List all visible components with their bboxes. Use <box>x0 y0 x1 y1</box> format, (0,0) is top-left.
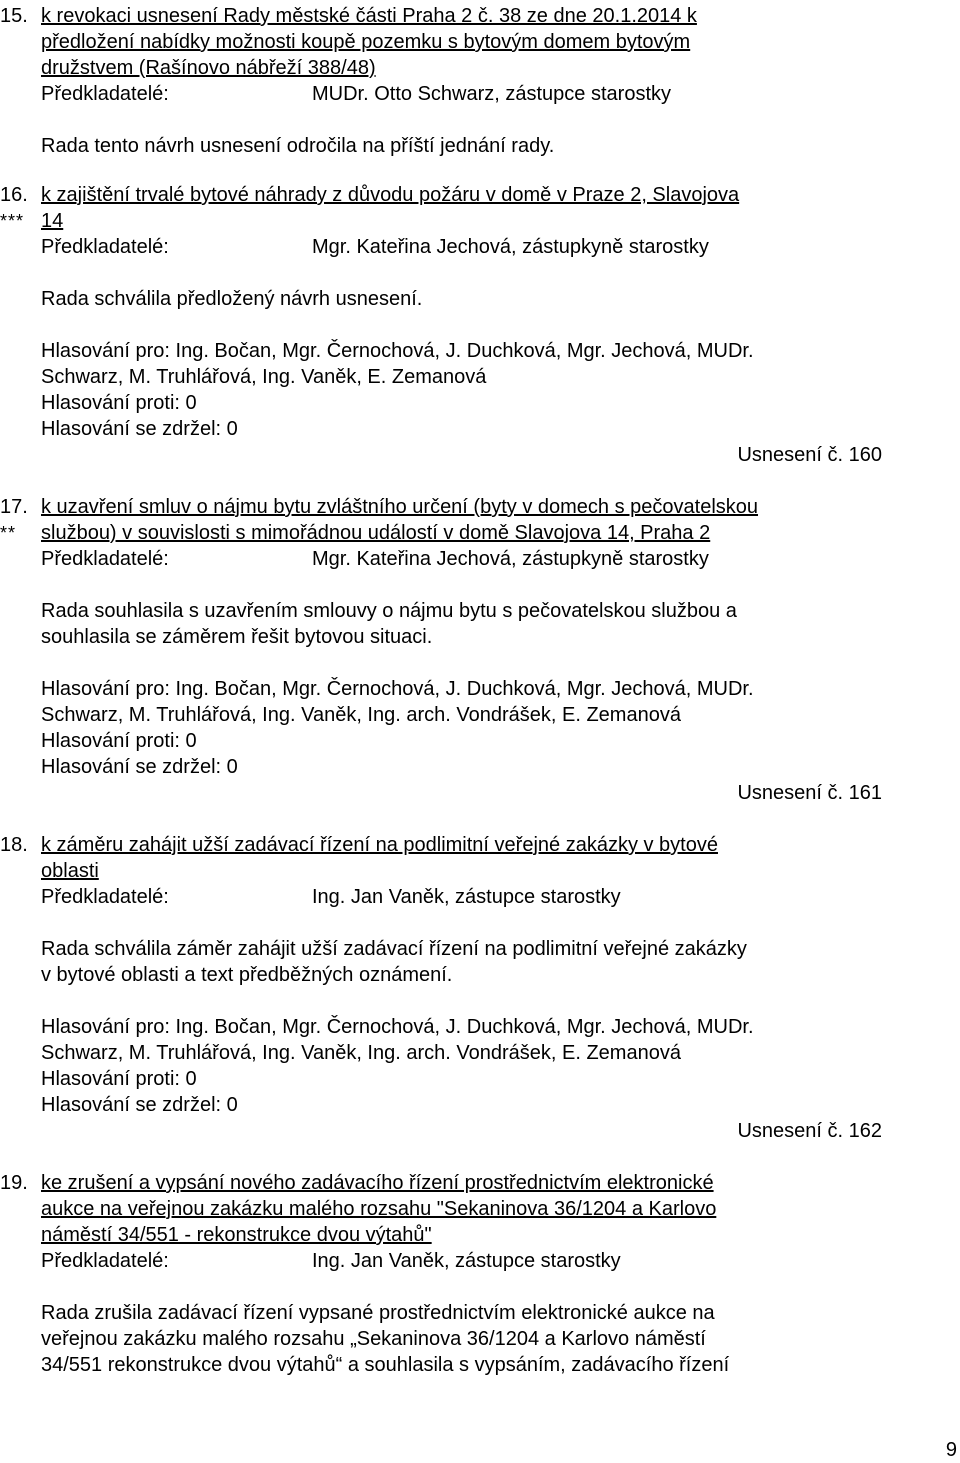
item-number: 15. <box>0 5 28 27</box>
item-title-line: k revokaci usnesení Rady městské části Praha 2 č. 38 ze dne 20.1.2014 k <box>41 5 697 27</box>
vote-against: Hlasování proti: 0 <box>41 392 197 414</box>
vote-for: Schwarz, M. Truhlářová, Ing. Vaněk, Ing. arch. Vondrášek, E. Zemanová <box>41 704 681 726</box>
item-title <box>41 494 921 546</box>
decision-text: Rada souhlasila s uzavřením smlouvy o nájmu bytu s pečovatelskou službou a <box>41 600 737 622</box>
predkladatel-name: Ing. Jan Vaněk, zástupce starostky <box>312 886 621 908</box>
predkladatel-row <box>41 884 921 910</box>
decision-text: 34/551 rekonstrukce dvou výtahů“ a souhlasila s vypsáním, zadávacího řízení <box>41 1354 730 1376</box>
item-body <box>41 494 921 806</box>
vote-abstain: Hlasování se zdržel: 0 <box>41 1094 238 1116</box>
vote-for: Hlasování pro: Ing. Bočan, Mgr. Černochová, J. Duchková, Mgr. Jechová, MUDr. <box>41 340 754 362</box>
item-title-line: k záměru zahájit užší zadávací řízení na podlimitní veřejné zakázky v bytové <box>41 834 718 856</box>
item-title-line: náměstí 34/551 - rekonstrukce dvou výtahů" <box>41 1224 432 1246</box>
predkladatel-name: Ing. Jan Vaněk, zástupce starostky <box>312 1250 621 1272</box>
item-title-line: předložení nabídky možnosti koupě pozemku s bytovým domem bytovým <box>41 31 691 53</box>
item-title <box>41 1170 921 1248</box>
item-title-line: k zajištění trvalé bytové náhrady z důvodu požáru v domě v Praze 2, Slavojova <box>41 184 740 206</box>
item-title-line: 14 <box>41 210 64 232</box>
priority-stars: *** <box>0 211 25 231</box>
resolution-number: Usnesení č. 161 <box>737 782 882 804</box>
item-number: 16. <box>0 184 28 206</box>
item-title-line: aukce na veřejnou zakázku malého rozsahu "Sekaninova 36/1204 a Karlovo <box>41 1198 717 1220</box>
predkladatel-row <box>41 1248 921 1274</box>
vote-against: Hlasování proti: 0 <box>41 1068 197 1090</box>
item-body <box>41 182 921 468</box>
item-title-line: oblasti <box>41 860 99 882</box>
item-title-line: k uzavření smluv o nájmu bytu zvláštního určení (byty v domech s pečovatelskou <box>41 496 759 518</box>
vote-for: Hlasování pro: Ing. Bočan, Mgr. Černochová, J. Duchková, Mgr. Jechová, MUDr. <box>41 678 754 700</box>
predkladatel-label: Předkladatelé: <box>41 886 169 908</box>
predkladatel-row <box>41 234 921 260</box>
item-number: 18. <box>0 834 28 856</box>
vote-for: Schwarz, M. Truhlářová, Ing. Vaněk, E. Zemanová <box>41 366 487 388</box>
item-body <box>41 832 921 1144</box>
decision-text: Rada schválila záměr zahájit užší zadávací řízení na podlimitní veřejné zakázky <box>41 938 747 960</box>
page-number: 9 <box>945 1439 957 1461</box>
predkladatel-name: Mgr. Kateřina Jechová, zástupkyně starostky <box>312 548 709 570</box>
item-body <box>41 3 921 159</box>
decision-text: Rada schválila předložený návrh usnesení. <box>41 288 423 310</box>
item-title <box>41 3 921 81</box>
item-title-line: službou) v souvislosti s mimořádnou událostí v domě Slavojova 14, Praha 2 <box>41 522 711 544</box>
item-title <box>41 832 921 884</box>
vote-for: Hlasování pro: Ing. Bočan, Mgr. Černochová, J. Duchková, Mgr. Jechová, MUDr. <box>41 1016 754 1038</box>
decision-text: v bytové oblasti a text předběžných oznámení. <box>41 964 453 986</box>
predkladatel-label: Předkladatelé: <box>41 236 169 258</box>
vote-for: Schwarz, M. Truhlářová, Ing. Vaněk, Ing. arch. Vondrášek, E. Zemanová <box>41 1042 681 1064</box>
priority-stars: ** <box>0 523 17 543</box>
item-title-line: družstvem (Rašínovo nábřeží 388/48) <box>41 57 376 79</box>
vote-abstain: Hlasování se zdržel: 0 <box>41 756 238 778</box>
decision-text: veřejnou zakázku malého rozsahu „Sekaninova 36/1204 a Karlovo náměstí <box>41 1328 706 1350</box>
predkladatel-name: MUDr. Otto Schwarz, zástupce starostky <box>312 83 671 105</box>
vote-against: Hlasování proti: 0 <box>41 730 197 752</box>
item-number: 17. <box>0 496 28 518</box>
item-number: 19. <box>0 1172 28 1194</box>
item-body <box>41 1170 921 1378</box>
predkladatel-name: Mgr. Kateřina Jechová, zástupkyně starostky <box>312 236 709 258</box>
predkladatel-label: Předkladatelé: <box>41 83 169 105</box>
decision-text: souhlasila se záměrem řešit bytovou situaci. <box>41 626 433 648</box>
predkladatel-label: Předkladatelé: <box>41 1250 169 1272</box>
predkladatel-row <box>41 81 921 107</box>
predkladatel-label: Předkladatelé: <box>41 548 169 570</box>
resolution-number: Usnesení č. 160 <box>737 444 882 466</box>
item-title-line: ke zrušení a vypsání nového zadávacího řízení prostřednictvím elektronické <box>41 1172 714 1194</box>
decision-text: Rada tento návrh usnesení odročila na příští jednání rady. <box>41 135 555 157</box>
decision-text: Rada zrušila zadávací řízení vypsané prostřednictvím elektronické aukce na <box>41 1302 715 1324</box>
predkladatel-row <box>41 546 921 572</box>
item-title <box>41 182 921 234</box>
resolution-number: Usnesení č. 162 <box>737 1120 882 1142</box>
vote-abstain: Hlasování se zdržel: 0 <box>41 418 238 440</box>
